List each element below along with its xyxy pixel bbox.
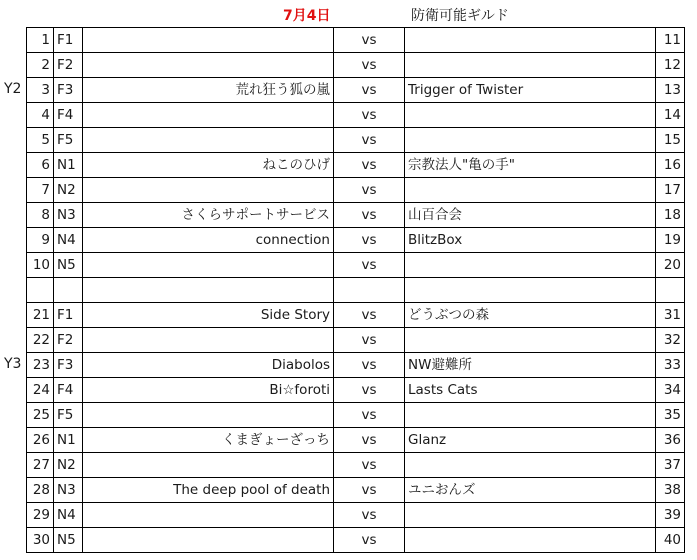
slot-code-cell[interactable]: F4 [54, 103, 83, 128]
empty-cell[interactable] [405, 278, 656, 303]
match-number-cell[interactable]: 26 [27, 428, 54, 453]
table-row [27, 353, 685, 378]
table-row [27, 78, 685, 103]
opponent-guild-cell[interactable] [405, 403, 656, 428]
vs-cell[interactable]: vs [334, 28, 405, 53]
guild-cell[interactable] [83, 128, 334, 153]
guild-cell[interactable] [83, 178, 334, 203]
table-row [27, 178, 685, 203]
table-row [27, 28, 685, 53]
slot-code-cell[interactable]: N4 [54, 228, 83, 253]
guild-cell[interactable]: Side Story [83, 303, 334, 328]
opponent-guild-cell[interactable] [405, 53, 656, 78]
match-number-cell[interactable]: 9 [27, 228, 54, 253]
opponent-number-cell[interactable]: 36 [656, 428, 685, 453]
opponent-number-cell[interactable]: 35 [656, 403, 685, 428]
match-number-cell[interactable]: 4 [27, 103, 54, 128]
vs-cell[interactable]: vs [334, 503, 405, 528]
table-row [27, 53, 685, 78]
table-row [27, 303, 685, 328]
separator-row [27, 278, 685, 303]
opponent-number-cell[interactable]: 40 [656, 528, 685, 553]
slot-code-cell[interactable]: F2 [54, 328, 83, 353]
match-number-cell[interactable]: 6 [27, 153, 54, 178]
table-row [27, 403, 685, 428]
guild-cell[interactable]: 荒れ狂う狐の嵐 [83, 78, 334, 103]
opponent-number-cell[interactable]: 11 [656, 28, 685, 53]
table-row [27, 428, 685, 453]
opponent-number-cell[interactable]: 33 [656, 353, 685, 378]
opponent-number-cell[interactable]: 34 [656, 378, 685, 403]
table-row [27, 528, 685, 553]
defense-guild-header: 防衛可能ギルド [411, 8, 509, 24]
opponent-guild-cell[interactable]: 山百合会 [405, 203, 656, 228]
guild-cell[interactable] [83, 528, 334, 553]
vs-cell[interactable]: vs [334, 528, 405, 553]
slot-code-cell[interactable]: N1 [54, 153, 83, 178]
vs-cell[interactable]: vs [334, 128, 405, 153]
opponent-guild-cell[interactable] [405, 103, 656, 128]
guild-cell[interactable]: Diabolos [83, 353, 334, 378]
matchup-table [26, 27, 685, 553]
opponent-number-cell[interactable]: 18 [656, 203, 685, 228]
opponent-number-cell[interactable]: 12 [656, 53, 685, 78]
match-number-cell[interactable]: 2 [27, 53, 54, 78]
slot-code-cell[interactable]: F4 [54, 378, 83, 403]
opponent-number-cell[interactable]: 14 [656, 103, 685, 128]
table-row [27, 203, 685, 228]
guild-cell[interactable]: Bi☆foroti [83, 378, 334, 403]
match-number-cell[interactable]: 21 [27, 303, 54, 328]
guild-cell[interactable] [83, 28, 334, 53]
table-row [27, 153, 685, 178]
vs-cell[interactable]: vs [334, 253, 405, 278]
table-row [27, 228, 685, 253]
table-row [27, 328, 685, 353]
match-number-cell[interactable]: 1 [27, 28, 54, 53]
slot-code-cell[interactable]: N4 [54, 503, 83, 528]
match-number-cell[interactable]: 25 [27, 403, 54, 428]
slot-code-cell[interactable]: F3 [54, 353, 83, 378]
opponent-guild-cell[interactable]: ユニおんズ [405, 478, 656, 503]
opponent-number-cell[interactable]: 17 [656, 178, 685, 203]
match-number-cell[interactable]: 24 [27, 378, 54, 403]
guild-cell[interactable] [83, 403, 334, 428]
slot-code-cell[interactable]: N5 [54, 528, 83, 553]
match-number-cell[interactable]: 7 [27, 178, 54, 203]
opponent-guild-cell[interactable]: BlitzBox [405, 228, 656, 253]
guild-cell[interactable]: ねこのひげ [83, 153, 334, 178]
guild-cell[interactable] [83, 328, 334, 353]
group-label-y2: Y2 [4, 81, 22, 97]
opponent-number-cell[interactable]: 20 [656, 253, 685, 278]
match-number-cell[interactable]: 27 [27, 453, 54, 478]
opponent-number-cell[interactable]: 38 [656, 478, 685, 503]
vs-cell[interactable]: vs [334, 228, 405, 253]
opponent-number-cell[interactable]: 32 [656, 328, 685, 353]
vs-cell[interactable]: vs [334, 403, 405, 428]
match-number-cell[interactable]: 28 [27, 478, 54, 503]
empty-cell[interactable] [334, 278, 405, 303]
match-number-cell[interactable]: 8 [27, 203, 54, 228]
empty-cell[interactable] [656, 278, 685, 303]
slot-code-cell[interactable]: F2 [54, 53, 83, 78]
vs-cell[interactable]: vs [334, 353, 405, 378]
vs-cell[interactable]: vs [334, 53, 405, 78]
guild-cell[interactable]: The deep pool of death [83, 478, 334, 503]
opponent-number-cell[interactable]: 15 [656, 128, 685, 153]
slot-code-cell[interactable]: N1 [54, 428, 83, 453]
vs-cell[interactable]: vs [334, 378, 405, 403]
match-number-cell[interactable]: 22 [27, 328, 54, 353]
opponent-guild-cell[interactable]: 宗教法人"亀の手" [405, 153, 656, 178]
vs-cell[interactable]: vs [334, 78, 405, 103]
guild-cell[interactable] [83, 103, 334, 128]
guild-cell[interactable] [83, 503, 334, 528]
opponent-guild-cell[interactable] [405, 503, 656, 528]
match-number-cell[interactable]: 23 [27, 353, 54, 378]
group-label-y3: Y3 [4, 356, 22, 372]
table-row [27, 103, 685, 128]
table-row [27, 378, 685, 403]
table-row [27, 503, 685, 528]
slot-code-cell[interactable]: N3 [54, 203, 83, 228]
slot-code-cell[interactable]: N5 [54, 253, 83, 278]
opponent-guild-cell[interactable]: Lasts Cats [405, 378, 656, 403]
match-number-cell[interactable]: 5 [27, 128, 54, 153]
opponent-guild-cell[interactable] [405, 178, 656, 203]
vs-cell[interactable]: vs [334, 103, 405, 128]
table-row [27, 453, 685, 478]
guild-cell[interactable]: さくらサポートサービス [83, 203, 334, 228]
slot-code-cell[interactable]: F1 [54, 28, 83, 53]
table-row [27, 128, 685, 153]
opponent-guild-cell[interactable]: Glanz [405, 428, 656, 453]
empty-cell[interactable] [27, 278, 54, 303]
date-header: 7月4日 [283, 8, 331, 24]
opponent-number-cell[interactable]: 39 [656, 503, 685, 528]
vs-cell[interactable]: vs [334, 203, 405, 228]
opponent-guild-cell[interactable] [405, 328, 656, 353]
vs-cell[interactable]: vs [334, 453, 405, 478]
match-number-cell[interactable]: 30 [27, 528, 54, 553]
guild-cell[interactable] [83, 53, 334, 78]
guild-cell[interactable] [83, 453, 334, 478]
empty-cell[interactable] [83, 278, 334, 303]
vs-cell[interactable]: vs [334, 328, 405, 353]
guild-cell[interactable] [83, 253, 334, 278]
slot-code-cell[interactable]: F5 [54, 403, 83, 428]
slot-code-cell[interactable]: N2 [54, 453, 83, 478]
opponent-number-cell[interactable]: 37 [656, 453, 685, 478]
opponent-number-cell[interactable]: 13 [656, 78, 685, 103]
opponent-guild-cell[interactable]: どうぶつの森 [405, 303, 656, 328]
slot-code-cell[interactable]: F3 [54, 78, 83, 103]
slot-code-cell[interactable]: N3 [54, 478, 83, 503]
opponent-guild-cell[interactable] [405, 28, 656, 53]
vs-cell[interactable]: vs [334, 153, 405, 178]
opponent-guild-cell[interactable] [405, 253, 656, 278]
matchup-table-body [27, 28, 685, 553]
match-number-cell[interactable]: 10 [27, 253, 54, 278]
slot-code-cell[interactable]: N2 [54, 178, 83, 203]
opponent-number-cell[interactable]: 31 [656, 303, 685, 328]
opponent-number-cell[interactable]: 19 [656, 228, 685, 253]
vs-cell[interactable]: vs [334, 303, 405, 328]
opponent-number-cell[interactable]: 16 [656, 153, 685, 178]
opponent-guild-cell[interactable] [405, 453, 656, 478]
match-number-cell[interactable]: 3 [27, 78, 54, 103]
opponent-guild-cell[interactable]: NW避難所 [405, 353, 656, 378]
guild-cell[interactable]: くまぎょーざっち [83, 428, 334, 453]
slot-code-cell[interactable]: F5 [54, 128, 83, 153]
opponent-guild-cell[interactable]: Trigger of Twister [405, 78, 656, 103]
vs-cell[interactable]: vs [334, 178, 405, 203]
slot-code-cell[interactable]: F1 [54, 303, 83, 328]
table-row [27, 253, 685, 278]
vs-cell[interactable]: vs [334, 478, 405, 503]
match-number-cell[interactable]: 29 [27, 503, 54, 528]
opponent-guild-cell[interactable] [405, 128, 656, 153]
empty-cell[interactable] [54, 278, 83, 303]
opponent-guild-cell[interactable] [405, 528, 656, 553]
vs-cell[interactable]: vs [334, 428, 405, 453]
guild-cell[interactable]: connection [83, 228, 334, 253]
table-row [27, 478, 685, 503]
